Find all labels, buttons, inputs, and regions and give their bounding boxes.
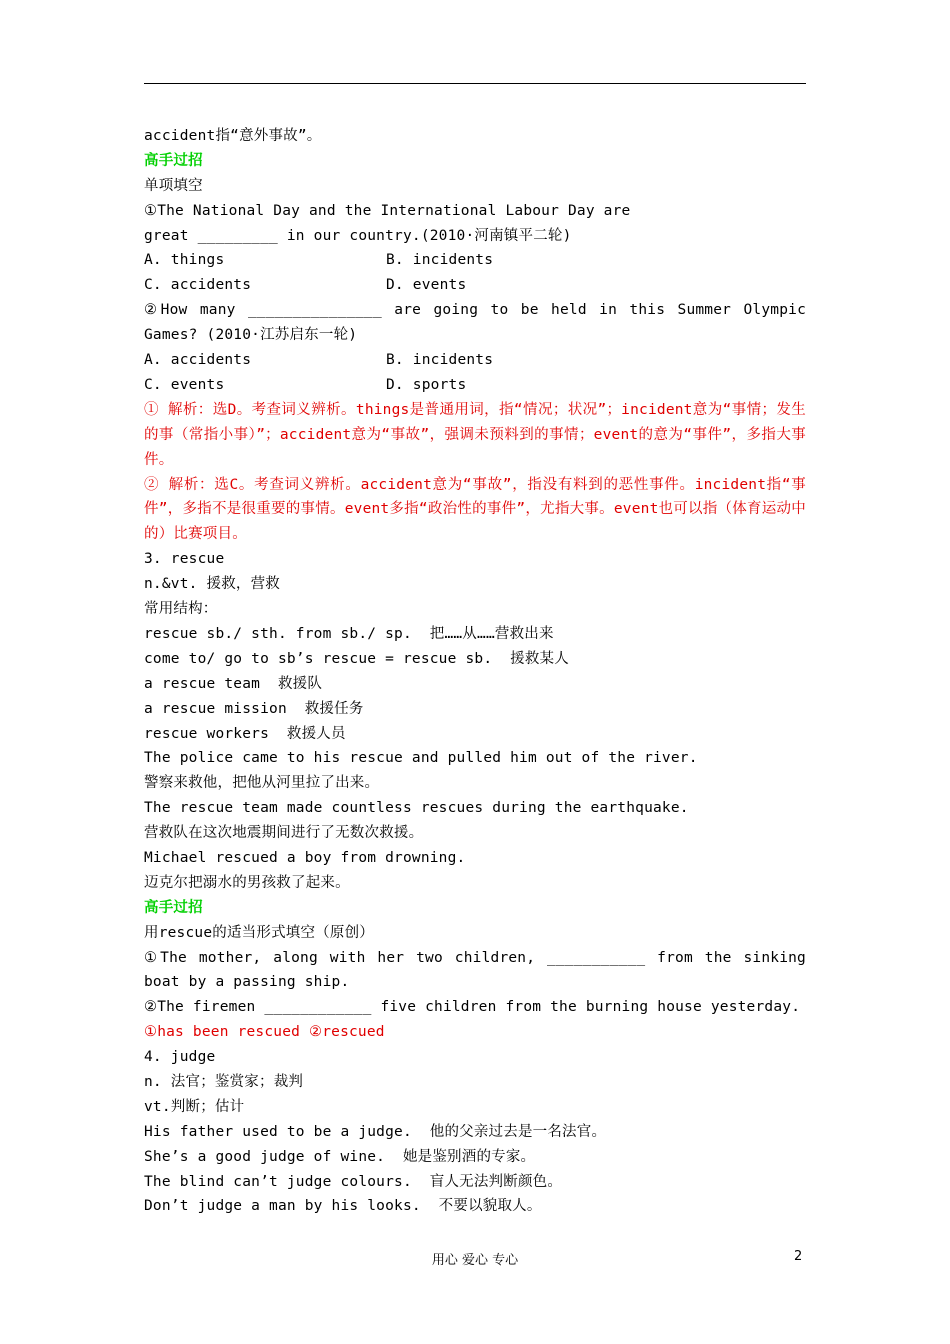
option-row [144, 248, 806, 273]
example-sentence: The police came to his rescue and pulled him out of the river. [144, 750, 698, 767]
option-a: A. accidents [144, 352, 252, 369]
answer-explanation: ② 解析：选C。考查词义辨析。accident意为“事故”，指没有料到的恶性事件。incident指“事件”，多指不是很重要的事情。event多指“政治性的事件”，尤指大事。event也可以指（体育运动中的）比赛项目。 [144, 476, 806, 543]
example-sentence: She’s a good judge of wine. 她是鉴别酒的专家。 [144, 1148, 536, 1165]
option-a: A. things [144, 252, 225, 269]
page-number: 2 [794, 1249, 803, 1264]
text-line: rescue workers 救援人员 [144, 725, 346, 742]
page-footer: 用心 爱心 专心 [431, 1253, 519, 1268]
text-line: rescue sb./ sth. from sb./ sp. 把……从……营救出来 [144, 625, 554, 642]
section-heading: 高手过招 [144, 899, 203, 916]
text-line: 单项填空 [144, 177, 203, 194]
text-line: n. 法官；鉴赏家；裁判 [144, 1074, 304, 1090]
question-text: ②The firemen ____________ five children from the burning house yesterday. [144, 999, 801, 1016]
text-line: n.&vt. 援救，营救 [144, 576, 281, 593]
text-line: a rescue team 救援队 [144, 675, 323, 692]
page-content [144, 124, 806, 1219]
example-sentence: The blind can’t judge colours. 盲人无法判断颜色。 [144, 1173, 563, 1190]
answer-explanation: ① 解析：选D。考查词义辨析。things是普通用词，指“情况；状况”；incident意为“事情；发生的事（常指小事）”；accident意为“事故”，强调未预料到的事情；event的意为“事件”，多指大事件。 [144, 401, 806, 468]
question-text: great _________ in our country.(2010·河南镇平二轮) [144, 227, 572, 244]
section-heading: 高手过招 [144, 152, 203, 169]
entry-heading: 3. rescue [144, 551, 225, 568]
option-row [144, 273, 806, 298]
example-sentence: The rescue team made countless rescues during the earthquake. [144, 800, 689, 817]
option-c: C. accidents [144, 277, 252, 294]
example-translation: 警察来救他，把他从河里拉了出来。 [144, 775, 380, 792]
text-line: come to/ go to sb’s rescue = rescue sb. 援救某人 [144, 650, 569, 667]
option-d: D. sports [386, 376, 467, 393]
text-line: accident指“意外事故”。 [144, 128, 322, 144]
answer-text: ①has been rescued ②rescued [144, 1024, 385, 1041]
option-row [144, 348, 806, 373]
example-translation: 营救队在这次地震期间进行了无数次救援。 [144, 825, 424, 842]
option-b: B. incidents [386, 252, 494, 269]
option-row [144, 373, 806, 398]
example-sentence: Michael rescued a boy from drowning. [144, 849, 466, 866]
header-rule [144, 83, 806, 84]
option-b: B. incidents [386, 352, 494, 369]
example-translation: 迈克尔把溺水的男孩救了起来。 [144, 874, 350, 891]
text-line: 常用结构： [144, 601, 218, 618]
question-text: ①The mother, along with her two children, ___________ from the sinking boat by a passing ship. [144, 949, 806, 991]
question-text: ②How many _______________ are going to be held in this Summer Olympic Games? (2010·江苏启东一轮) [144, 302, 806, 344]
text-line: a rescue mission 救援任务 [144, 700, 364, 717]
example-sentence: Don’t judge a man by his looks. 不要以貌取人。 [144, 1198, 542, 1215]
text-line: 用rescue的适当形式填空（原创） [144, 924, 374, 941]
text-line: vt.判断；估计 [144, 1098, 245, 1115]
option-d: D. events [386, 277, 467, 294]
entry-heading: 4. judge [144, 1049, 216, 1066]
example-sentence: His father used to be a judge. 他的父亲过去是一名法官。 [144, 1123, 607, 1140]
option-c: C. events [144, 376, 225, 393]
question-text: ①The National Day and the International Labour Day are [144, 202, 631, 219]
